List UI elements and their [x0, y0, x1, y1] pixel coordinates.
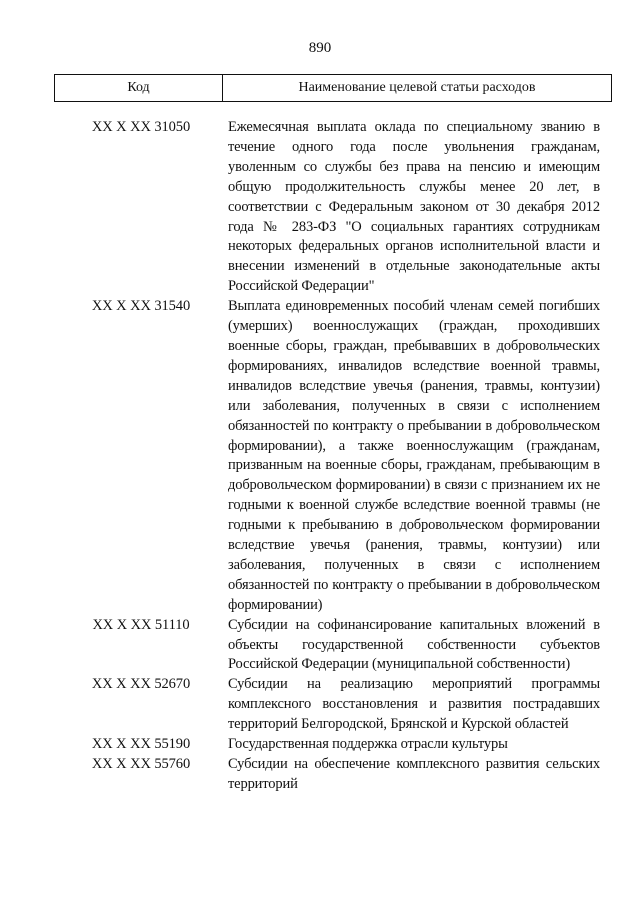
row-code: XX X XX 31540 — [91, 298, 191, 315]
row-code: XX X XX 51110 — [92, 616, 190, 633]
row-code: XX X XX 55190 — [91, 736, 191, 753]
table-row — [54, 118, 612, 297]
table-row — [54, 297, 612, 616]
table-row — [54, 735, 612, 755]
table-row — [54, 616, 612, 676]
row-description: Субсидии на обеспечение комплексного развития сельских территорий — [228, 756, 600, 792]
row-code: XX X XX 31050 — [91, 119, 191, 135]
row-code: XX X XX 55760 — [91, 756, 191, 772]
table-body — [54, 118, 612, 795]
header-name: Наименование целевой статьи расходов — [298, 80, 536, 95]
row-description: Государственная поддержка отрасли культуры — [228, 736, 508, 753]
row-description: Ежемесячная выплата оклада по специальному званию в течение одного года после увольнения гражданам, уволенным со службы без права на пенсию и имеющим общую продолжительность службы менее 20 лет, в соответствии с Федеральным законом от 30 декабря 2012 года № 283-ФЗ "О социальных гарантиях сотрудникам некоторых федеральных органов исполнительной власти и внесении изменений в отдельные законодательные акты Российской Федерации" — [228, 119, 600, 295]
row-description: Субсидии на софинансирование капитальных вложений в объекты государственной собственности субъектов Российской Федерации (муниципальной собственности) — [228, 616, 600, 673]
row-code: XX X XX 52670 — [91, 676, 191, 693]
header-code: Код — [55, 75, 223, 101]
table-row — [54, 675, 612, 735]
table-header — [54, 74, 612, 102]
row-description: Выплата единовременных пособий членам семей погибших (умерших) военнослужащих (граждан, проходивших военные сборы, граждан, пребывавших в добровольческих формированиях, инвалидов вследствие военной травмы, инвалидов вследствие увечья (ранения, травмы, контузии) или заболевания, полученных в связи с исполнением обязанностей по контракту о пребывании в добровольческом формировании), а также военнослужащим (гражданам, призванным на военные сборы, гражданам, пребывающим в добровольческом формировании) в связи с признанием их не годными к военной службе вследствие военной травмы (не годными к пребыванию в добровольческом формировании вследствие увечья (ранения, травмы, контузии) или заболевания, полученных в связи с исполнением обязанностей по контракту о пребывании в добровольческом формировании) — [228, 298, 600, 613]
table-row — [54, 755, 612, 795]
page-number: 890 — [308, 40, 332, 56]
row-description: Субсидии на реализацию мероприятий программы комплексного восстановления и развития пострадавших территорий Белгородской, Брянской и Курской областей — [228, 676, 600, 733]
